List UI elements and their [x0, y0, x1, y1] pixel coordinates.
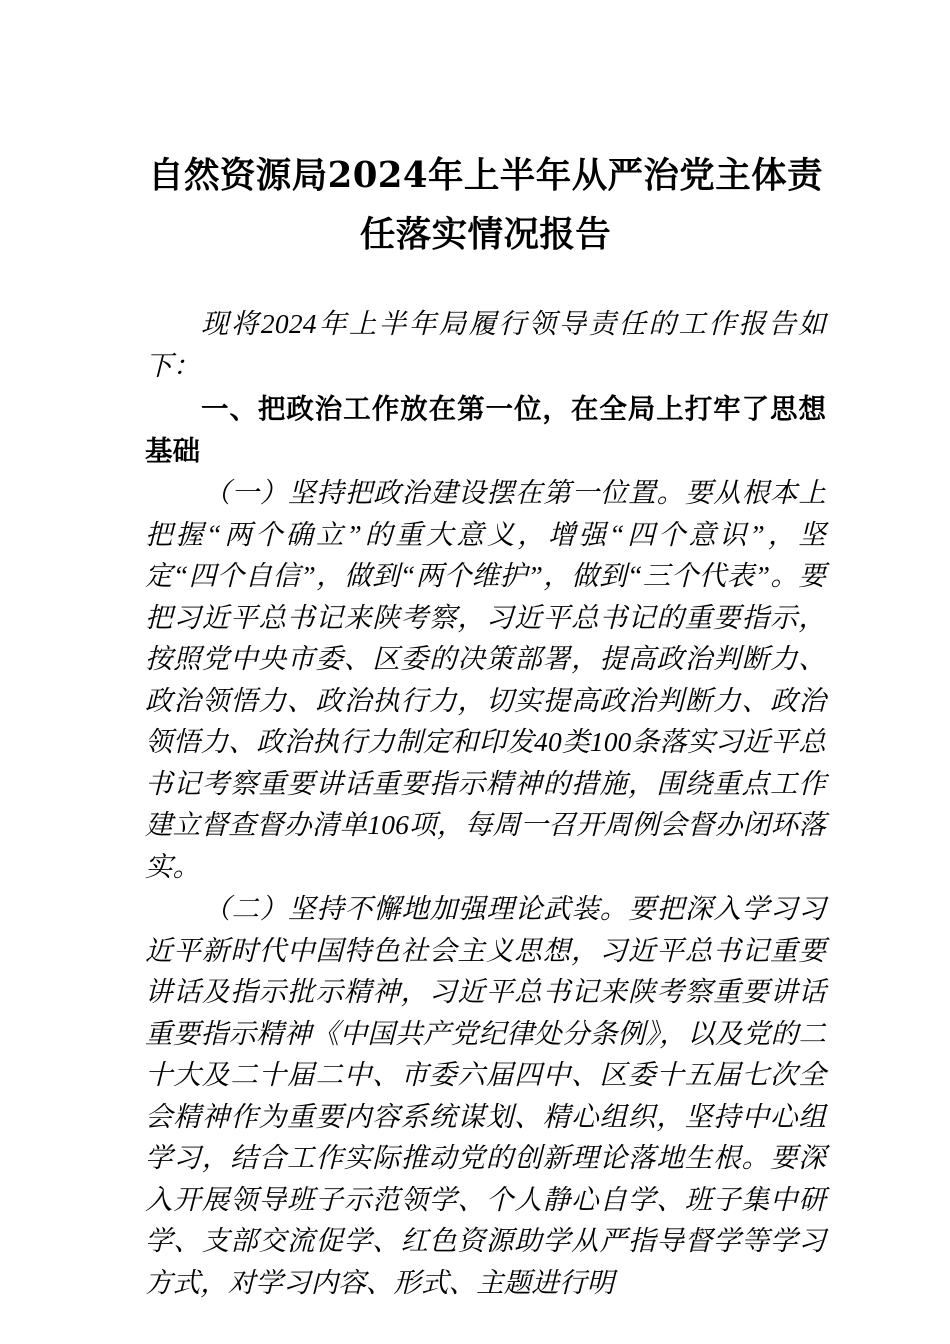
- body-paragraph-1: （一）坚持把政治建设摆在第一位置。要从根本上把握“两个确立”的重大意义，增强“四个意识”，坚定“四个自信”，做到“两个维护”，做到“三个代表”。要把习近平总书记来陕考察，习近平总书记的重要指示，按照党中央市委、区委的决策部署，提高政治判断力、政治领悟力、政治执行力，切实提高政治判断力、政治领悟力、政治执行力制定和印发40类100条落实习近平总书记考察重要讲话重要指示精神的措施，围绕重点工作建立督查督办清单106项，每周一召开周例会督办闭环落实。: [145, 477, 826, 882]
- lead-in-paragraph: 现将2024年上半年局履行领导责任的工作报告如下：: [145, 308, 826, 381]
- document-title: 自然资源局2024年上半年从严治党主体责任落实情况报告: [148, 155, 823, 255]
- document-content-column: [145, 0, 826, 1303]
- body-paragraph-2: （二）坚持不懈地加强理论武装。要把深入学习习近平新时代中国特色社会主义思想，习近平总书记重要讲话及指示批示精神，习近平总书记来陕考察重要讲话重要指示精神《中国共产党纪律处分条例》，以及党的二十大及二十届二中、市委六届四中、区委十五届七次全会精神作为重要内容系统谋划、精心组织，坚持中心组学习，结合工作实际推动党的创新理论落地生根。要深入开展领导班子示范领学、个人静心自学、班子集中研学、支部交流促学、红色资源助学从严指导督学等学习方式，对学习内容、形式、主题进行明: [145, 893, 826, 1298]
- section-heading-1: 一、把政治工作放在第一位，在全局上打牢了思想基础: [145, 393, 826, 466]
